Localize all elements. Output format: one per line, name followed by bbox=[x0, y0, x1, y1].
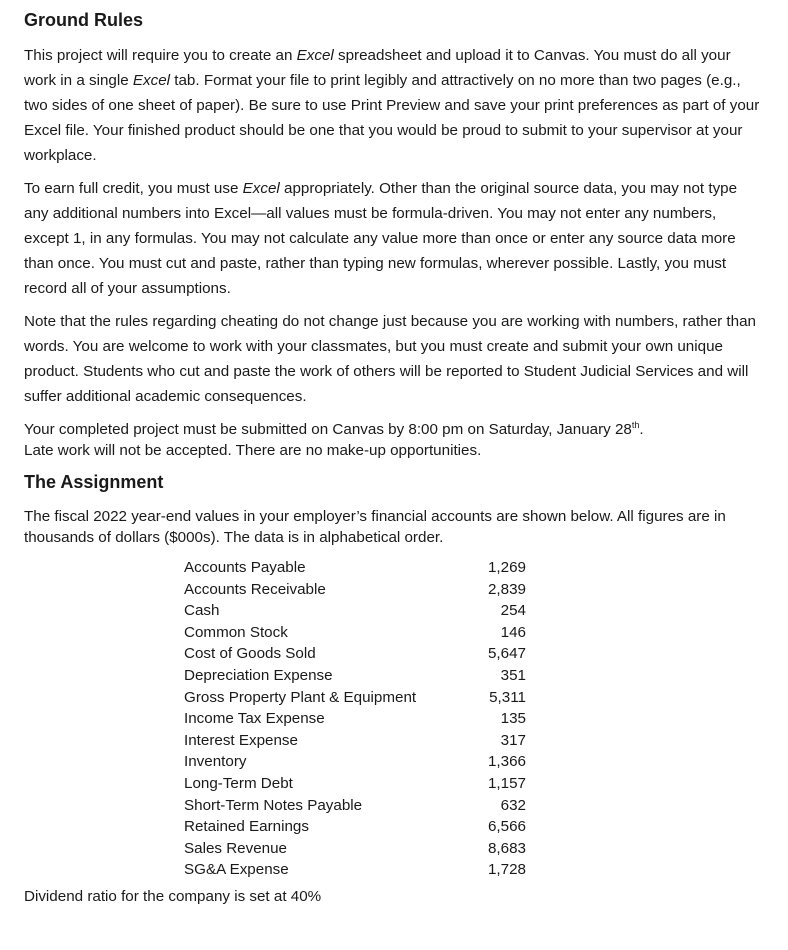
account-value: 351 bbox=[500, 666, 526, 684]
table-row bbox=[184, 600, 526, 622]
p2-excel-italic: Excel bbox=[242, 180, 280, 197]
account-name: Depreciation Expense bbox=[184, 666, 333, 684]
account-name: Short-Term Notes Payable bbox=[184, 796, 363, 814]
paragraph-project-requirements bbox=[24, 43, 764, 168]
p4-text-b: . bbox=[639, 421, 644, 438]
account-name: Retained Earnings bbox=[184, 818, 309, 836]
table-row bbox=[184, 665, 526, 687]
account-value: 254 bbox=[500, 602, 526, 620]
p1-text-c: spreadsheet and upload it to Canvas. You must do all your work in a single bbox=[24, 47, 731, 89]
account-name: Cash bbox=[184, 602, 220, 620]
account-value: 146 bbox=[500, 623, 526, 641]
ground-rules-heading: Ground Rules bbox=[24, 10, 144, 30]
account-name: SG&A Expense bbox=[184, 861, 289, 879]
account-name: Interest Expense bbox=[184, 731, 298, 749]
p1-text-a: This project will require you to create an bbox=[24, 47, 297, 64]
paragraph-cheating: Note that the rules regarding cheating do not change just because you are working with numbers, rather than words. You are welcome to work with your classmates, but you must create and submit your own unique product. Students who cut and paste the work of others will be reported to Student Judicial Services and will suffer additional academic consequences. bbox=[24, 313, 756, 405]
account-name: Accounts Payable bbox=[184, 559, 306, 576]
account-value: 1,269 bbox=[487, 559, 526, 576]
account-name: Gross Property Plant & Equipment bbox=[184, 688, 417, 706]
account-name: Common Stock bbox=[184, 623, 288, 641]
account-name: Accounts Receivable bbox=[184, 580, 326, 598]
account-value: 5,311 bbox=[489, 688, 526, 706]
table-row bbox=[184, 816, 526, 838]
table-row bbox=[184, 708, 526, 730]
p4-text-a: Your completed project must be submitted on Canvas by 8:00 pm on Saturday, January 28 bbox=[24, 421, 632, 438]
assignment-heading: The Assignment bbox=[24, 472, 164, 492]
p4-superscript: th bbox=[631, 419, 640, 430]
table-row bbox=[184, 687, 526, 709]
account-value: 2,839 bbox=[487, 580, 526, 598]
table-row bbox=[184, 859, 526, 881]
p1-excel-italic-2: Excel bbox=[132, 72, 171, 89]
table-row bbox=[184, 643, 526, 665]
table-row bbox=[184, 622, 526, 644]
table-row bbox=[184, 773, 526, 795]
p2-text-a: To earn full credit, you must use bbox=[24, 180, 243, 197]
accounts-table-body bbox=[184, 557, 526, 881]
account-value: 5,647 bbox=[487, 645, 526, 663]
account-value: 632 bbox=[500, 796, 526, 814]
accounts-table bbox=[184, 557, 526, 881]
dividend-note: Dividend ratio for the company is set at 40% bbox=[24, 888, 322, 905]
p2-text-c: appropriately. Other than the original source data, you may not type any additional numbers into Excel—all values must be formula-driven. You may not enter any numbers, except 1, in any formulas. You may not calculate any value more than once or enter any source data more than once. You must cut and paste, rather than typing new formulas, wherever possible. Lastly, you must record all of your assumptions. bbox=[24, 180, 738, 297]
account-name: Cost of Goods Sold bbox=[184, 645, 316, 663]
account-value: 6,566 bbox=[487, 818, 526, 836]
account-value: 8,683 bbox=[487, 839, 526, 857]
p4-text-c: Late work will not be accepted. There are no make-up opportunities. bbox=[24, 442, 482, 459]
account-value: 135 bbox=[500, 710, 526, 728]
account-value: 317 bbox=[500, 731, 526, 749]
table-row bbox=[184, 795, 526, 817]
account-value: 1,728 bbox=[487, 861, 526, 879]
account-name: Sales Revenue bbox=[184, 839, 288, 857]
table-row bbox=[184, 730, 526, 752]
table-row bbox=[184, 751, 526, 773]
p1-text-e: tab. Format your file to print legibly and attractively on no more than two pages (e.g., two sides of one sheet of paper). Be sure to use Print Preview and save your print preferences as part of your Excel file. Your finished product should be one that you would be proud to submit to your supervisor at your workplace. bbox=[24, 72, 760, 164]
account-name: Inventory bbox=[184, 753, 247, 771]
table-row bbox=[184, 579, 526, 601]
account-value: 1,157 bbox=[487, 774, 526, 792]
account-value: 1,366 bbox=[487, 753, 526, 771]
table-row bbox=[184, 557, 526, 579]
account-name: Income Tax Expense bbox=[184, 710, 325, 728]
paragraph-full-credit bbox=[24, 176, 764, 301]
paragraph-deadline bbox=[24, 419, 764, 461]
paragraph-assignment-intro: The fiscal 2022 year-end values in your employer’s financial accounts are shown below. All figures are in thousands of dollars ($000s). The data is in alphabetical order. bbox=[24, 508, 726, 546]
p1-excel-italic: Excel bbox=[296, 47, 334, 64]
account-name: Long-Term Debt bbox=[184, 774, 293, 792]
table-row bbox=[184, 838, 526, 860]
